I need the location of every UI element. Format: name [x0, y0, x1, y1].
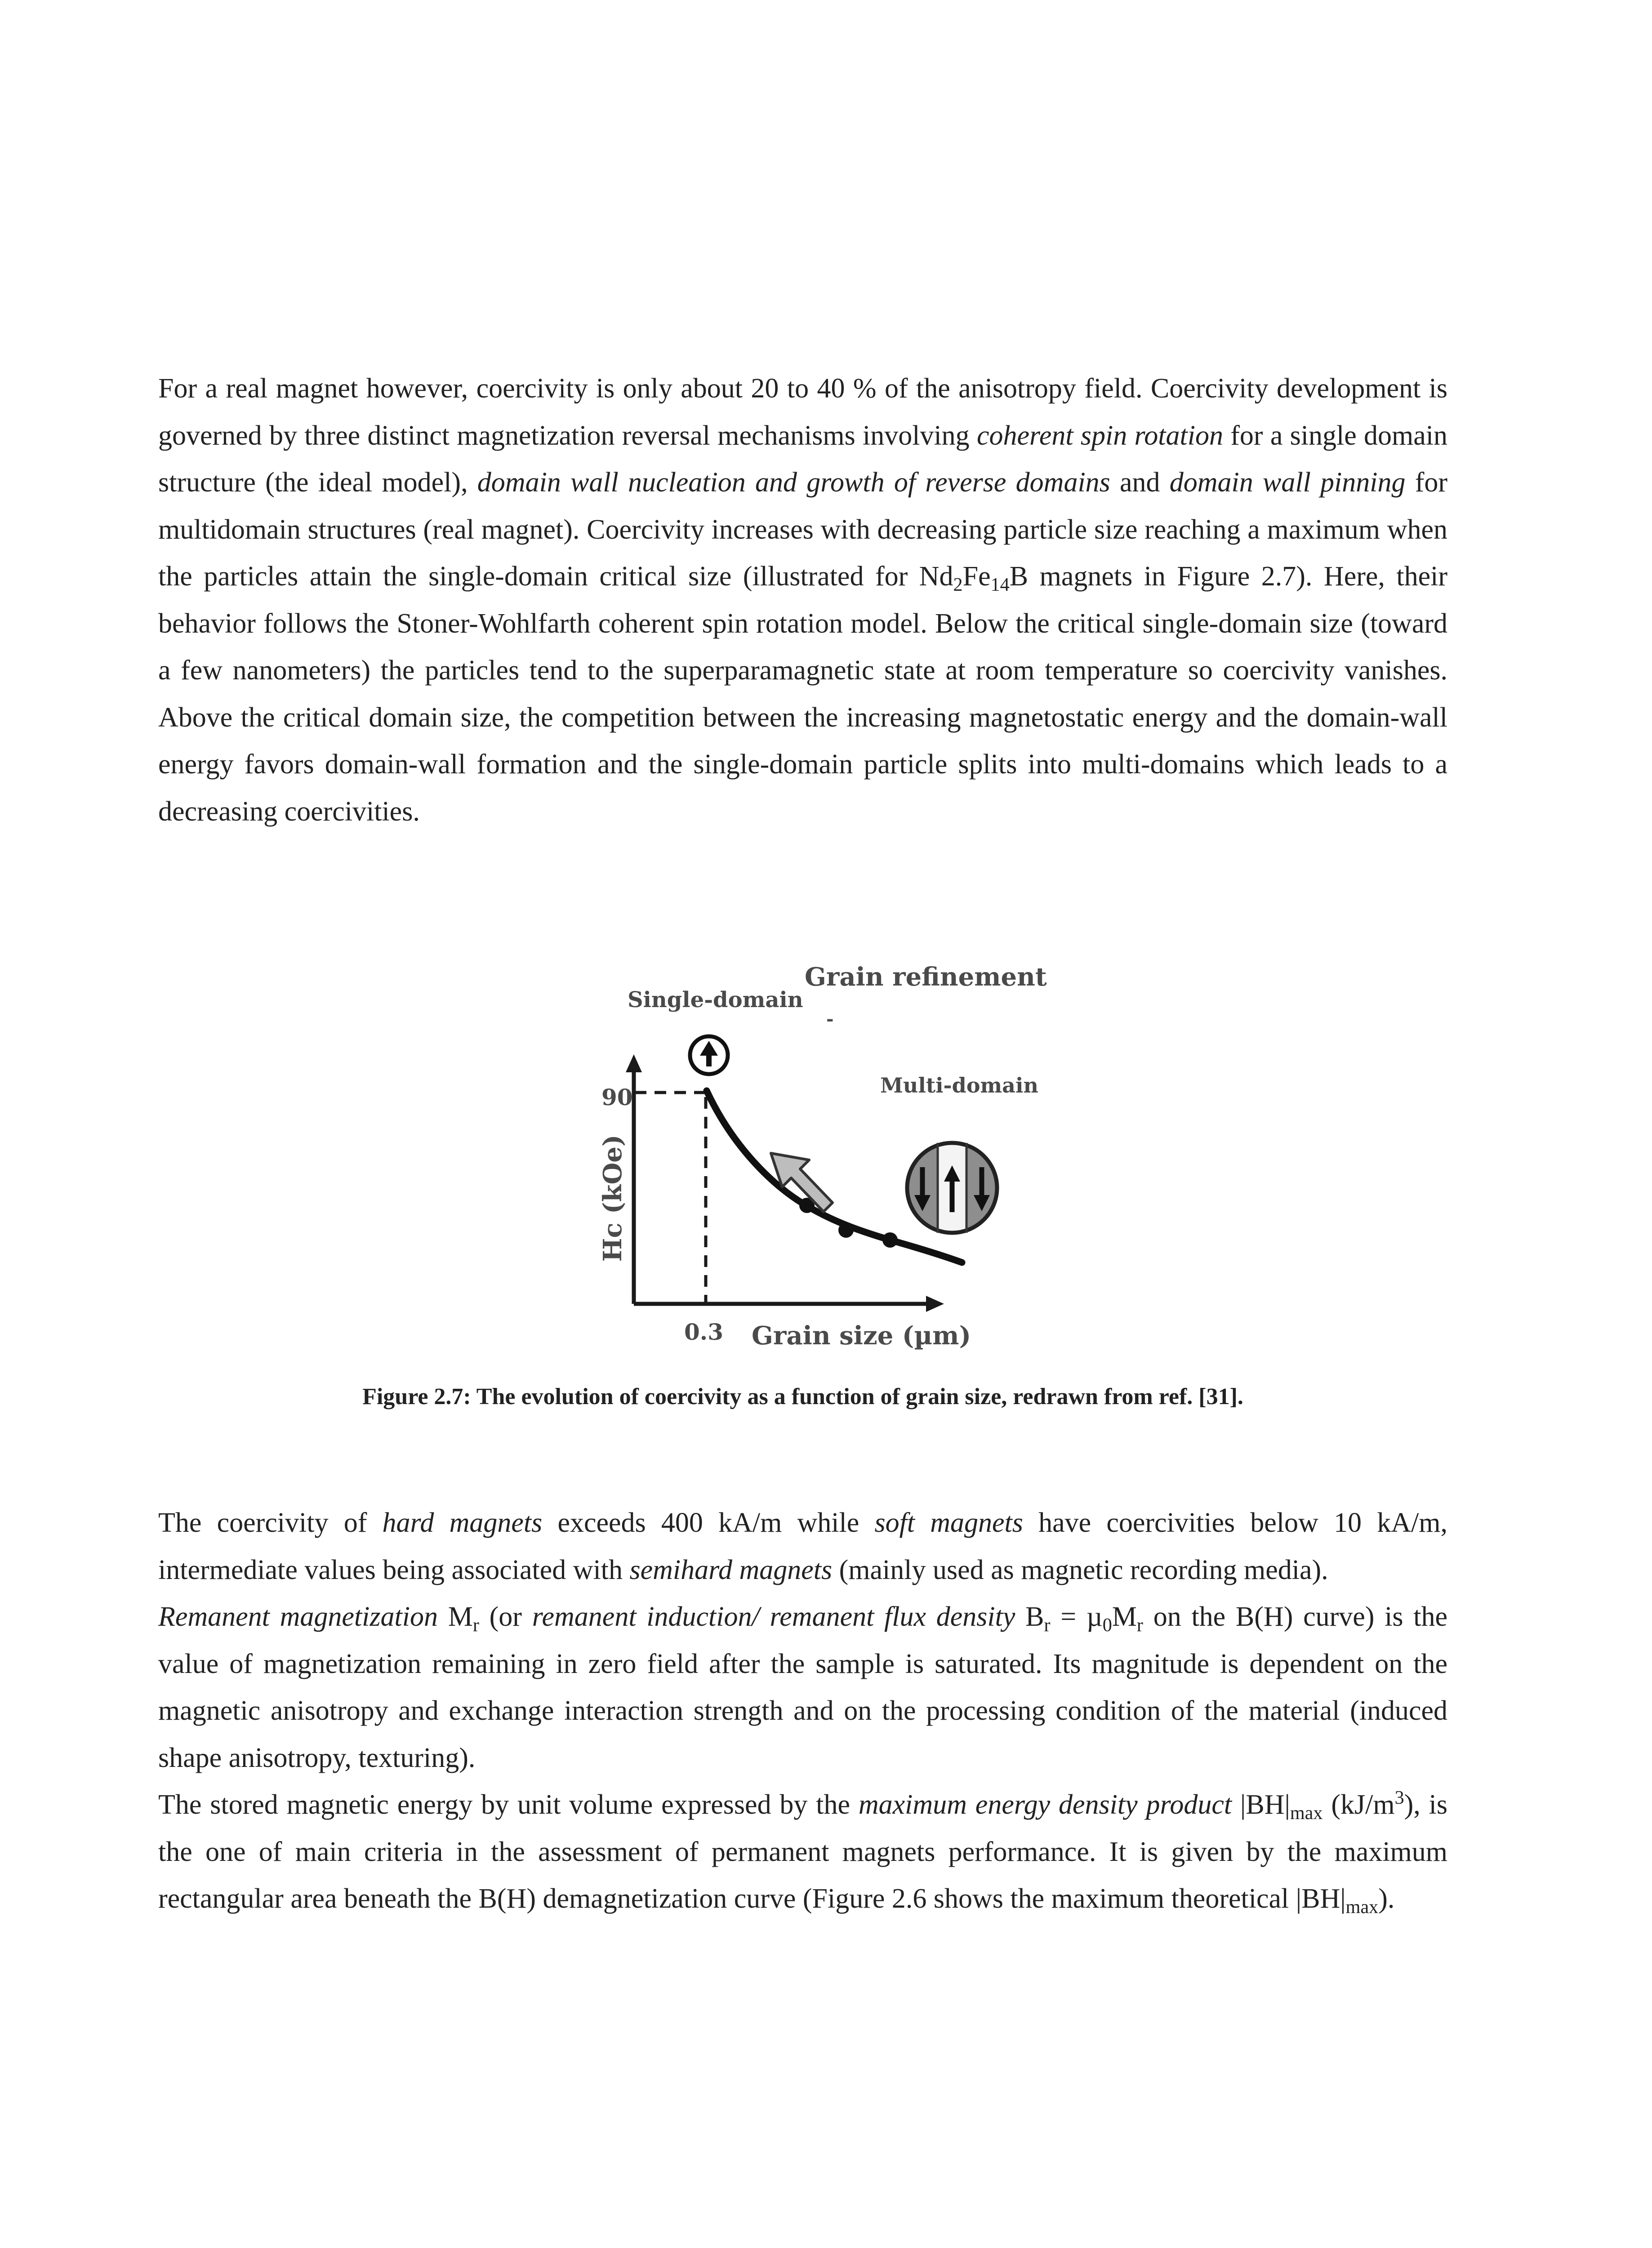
x-axis-label: Grain size (µm)	[752, 1321, 971, 1351]
single-domain-label: Single-domain	[628, 987, 803, 1012]
x-tick-label: 0.3	[684, 1319, 723, 1345]
figure-marker: -	[826, 1008, 834, 1030]
figure-coercivity-grain-size	[584, 949, 1061, 1353]
x-axis-arrowhead	[926, 1296, 944, 1312]
y-tick-label: 90	[601, 1084, 633, 1111]
figure-caption: Figure 2.7: The evolution of coercivity as a function of grain size, redrawn from ref. [31].	[362, 1384, 1243, 1409]
figure-title: Grain refinement	[805, 962, 1047, 992]
body-paragraph-coercivity: For a real magnet however, coercivity is only about 20 to 40 % of the anisotropy field. Coercivity development is governed by three distinct magnetization reversal mechanisms involving coherent spin rotation for a single domain structure (the ideal model), domain wall nucleation and growth of reverse domains and domain wall pinning for multidomain structures (real magnet). Coercivity increases with decreasing particle size reaching a maximum when the particles attain the single-domain critical size (illustrated for $Nd_2Fe_{14}B$ magnets in Figure 2.7). Here, their behavior follows the Stoner-Wohlfarth coherent spin rotation model. Below the critical single-domain size (toward a few nanometers) the particles tend to the superparamagnetic state at room temperature so coercivity vanishes. Above the critical domain size, the competition between the increasing magnetostatic energy and the domain-wall energy favors domain-wall formation and the single-domain particle splits into multi-domains which leads to a decreasing coercivities.	[158, 373, 1447, 827]
multi-domain-particle	[907, 1143, 997, 1233]
curve-point	[838, 1222, 854, 1238]
y-axis-label: Hc (kOe)	[598, 1134, 628, 1262]
multi-domain-label: Multi-domain	[880, 1073, 1038, 1097]
paragraph-hard-soft-magnets: The coercivity of hard magnets exceeds 400 kA/m while soft magnets have coercivities below 10 kA/m, intermediate values being associated with semihard magnets (mainly used as magnetic recording media).	[158, 1508, 1447, 1585]
paragraph-energy-product: The stored magnetic energy by unit volume expressed by the maximum energy density product $|BH|_{max}$ $(kJ/m^3)$, is the one of main criteria in the assessment of permanent magnets performance. It is given by the maximum rectangular area beneath the B(H) demagnetization curve (Figure 2.6 shows the maximum theoretical $|BH|_{max}$).	[158, 1787, 1448, 1918]
body-paragraphs-properties	[158, 1499, 1447, 1922]
curve-point	[882, 1232, 898, 1248]
y-axis-arrowhead	[626, 1054, 642, 1072]
paragraph-remanent-magnetization: Remanent magnetization $M_r$ (or remanent induction/ remanent flux density $B_r = \mu_0M_r$ on the B(H) curve) is the value of magnetization remaining in zero field after the sample is saturated. Its magnitude is dependent on the magnetic anisotropy and exchange interaction strength and on the processing condition of the material (induced shape anisotropy, texturing).	[158, 1601, 1447, 1773]
